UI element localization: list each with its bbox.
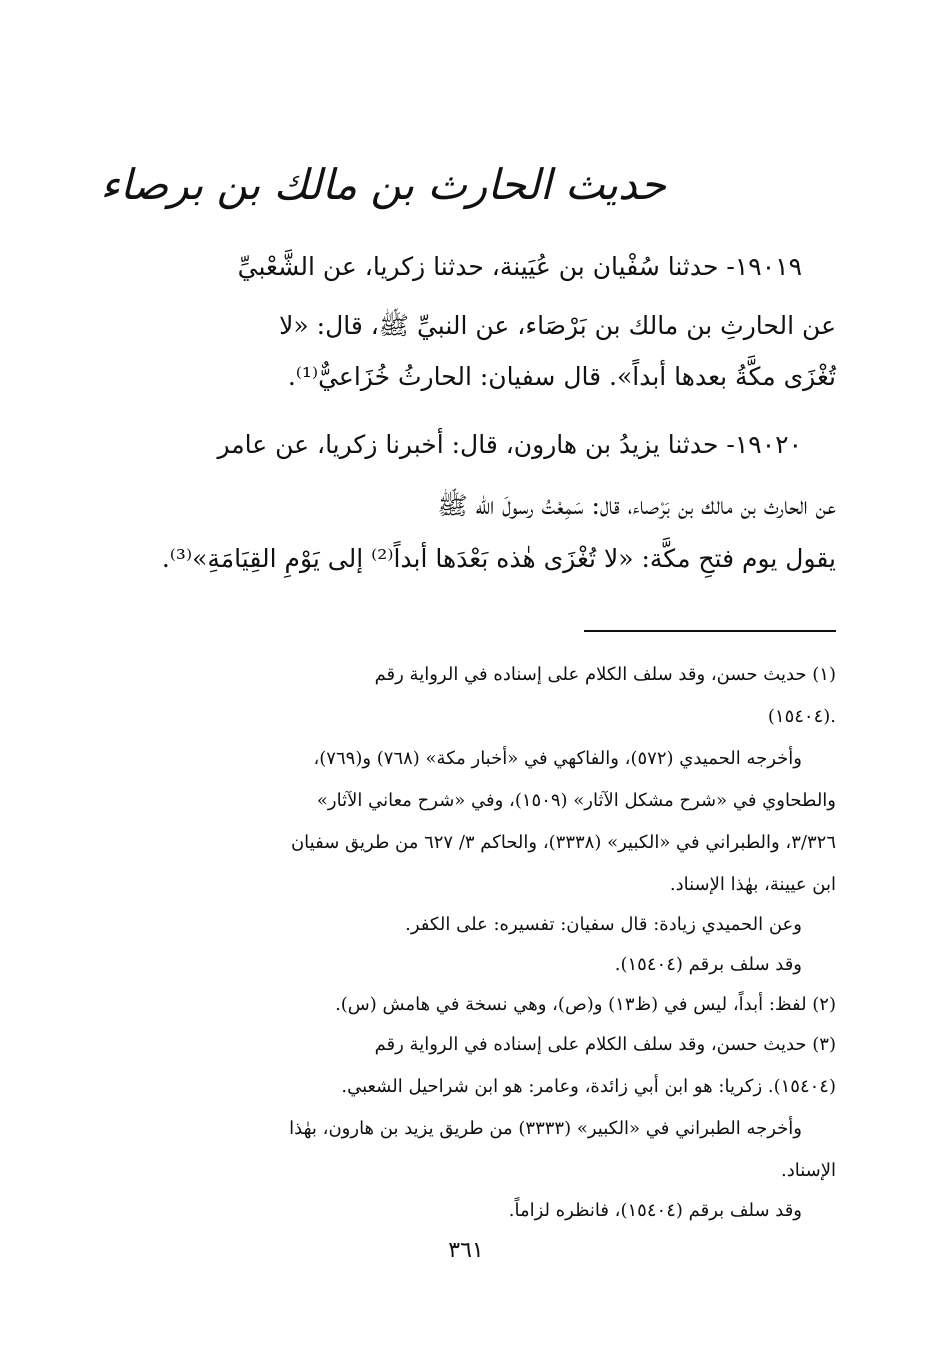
footnote-1-line-1: (١) حديث حسن، وقد سلف الكلام على إسناده في الرواية رقم: [374, 664, 836, 685]
footnote-3-line-1: (٣) حديث حسن، وقد سلف الكلام على إسناده في الرواية رقم: [374, 1034, 836, 1055]
footnote-1-line-2: (١٥٤٠٤).: [767, 706, 836, 727]
hadith-19020-text-line-1: عن الحارث بن مالك بن بَرْصاء، قال: سَمِعْتُ رسولَ الله ﷺ: [437, 491, 836, 520]
footnote-2-line-1: (٢) لفظ: أبداً، ليس في (ظ١٣) و(ص)، وهي نسخة في هامش (س).: [335, 994, 836, 1015]
footnote-1-line-5: ٣/٣٢٦، والطبراني في «الكبير» (٣٣٣٨)، والحاكم ٣/ ٦٢٧ من طريق سفيان: [290, 832, 836, 853]
hadith-19020-text-line-2: يقول يوم فتحِ مكَّة: «لا تُغْزَى هٰذه بَعْدَها أبداً⁽²⁾ إلى يَوْمِ القِيَامَةِ»⁽³⁾.: [161, 544, 836, 573]
footnote-3-line-3: وأخرجه الطبراني في «الكبير» (٣٣٣٣) من طريق يزيد بن هارون، بهٰذا: [289, 1118, 802, 1139]
footnote-separator: [584, 630, 836, 632]
footnote-1-line-8: وقد سلف برقم (١٥٤٠٤).: [614, 954, 802, 975]
hadith-19020-isnad: ١٩٠٢٠- حدثنا يزيدُ بن هارون، قال: أخبرنا زكريا، عن عامر: [217, 430, 802, 459]
footnote-3-line-5: وقد سلف برقم (١٥٤٠٤)، فانظره لزاماً.: [508, 1200, 802, 1221]
chapter-title: حديث الحارث بن مالك بن برصاء: [100, 160, 666, 209]
footnote-1-line-7: وعن الحميدي زيادة: قال سفيان: تفسيره: على الكفر.: [405, 914, 802, 935]
hadith-19019-isnad: ١٩٠١٩- حدثنا سُفْيان بن عُيَينة، حدثنا زكريا، عن الشَّعْبيِّ: [237, 252, 802, 281]
footnote-3-line-4: الإسناد.: [780, 1160, 836, 1181]
footnote-1-line-4: والطحاوي في «شرح مشكل الآثار» (١٥٠٩)، وفي «شرح معاني الآثار»: [316, 790, 836, 811]
footnote-1-line-6: ابن عيينة، بهٰذا الإسناد.: [669, 874, 836, 895]
page-number: ٣٦١: [448, 1238, 484, 1263]
footnote-1-line-3: وأخرجه الحميدي (٥٧٢)، والفاكهي في «أخبار مكة» (٧٦٨) و(٧٦٩)،: [313, 748, 802, 769]
hadith-19019-text-line-2: تُغْزَى مكَّةُ بعدها أبداً». قال سفيان: الحارثُ خُزَاعيٌّ⁽¹⁾.: [287, 362, 836, 391]
hadith-19019-text-line-1: عن الحارثِ بن مالك بن بَرْصَاء، عن النبيِّ ﷺ، قال: «لا: [279, 311, 836, 340]
footnote-3-line-2: (١٥٤٠٤). زكريا: هو ابن أبي زائدة، وعامر: هو ابن شراحيل الشعبي.: [341, 1076, 836, 1097]
